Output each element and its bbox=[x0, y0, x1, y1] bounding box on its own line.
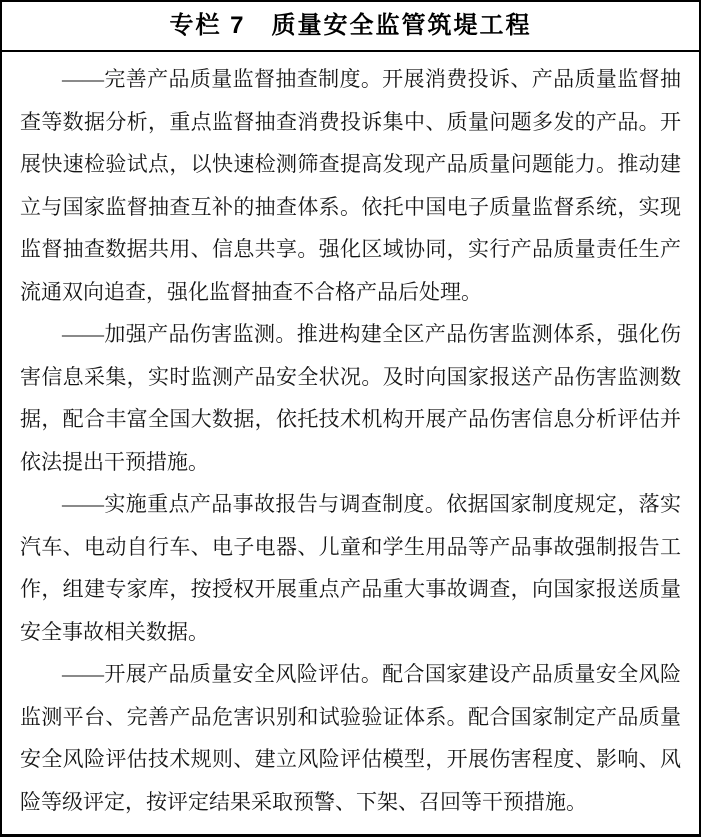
column-title: 专栏 7 质量安全监管筑堤工程 bbox=[2, 2, 699, 52]
column-body bbox=[2, 52, 699, 823]
column-paragraph: ——开展产品质量安全风险评估。配合国家建设产品质量安全风险监测平台、完善产品危害识别和试验验证体系。配合国家制定产品质量安全风险评估技术规则、建立风险评估模型，开展伤害程度、影响、风险等级评定，按评定结果采取预警、下架、召回等干预措施。 bbox=[20, 662, 681, 814]
column-paragraph: ——完善产品质量监督抽查制度。开展消费投诉、产品质量监督抽查等数据分析，重点监督抽查消费投诉集中、质量问题多发的产品。开展快速检验试点，以快速检测筛查提高发现产品质量问题能力。推动建立与国家监督抽查互补的抽查体系。依托中国电子质量监督系统，实现监督抽查数据共用、信息共享。强化区域协同，实行产品质量责任生产流通双向追查，强化监督抽查不合格产品后处理。 bbox=[20, 67, 681, 304]
column-paragraph: ——实施重点产品事故报告与调查制度。依据国家制度规定，落实汽车、电动自行车、电子电器、儿童和学生用品等产品事故强制报告工作，组建专家库，按授权开展重点产品重大事故调查，向国家报送质量安全事故相关数据。 bbox=[20, 492, 681, 644]
column-paragraph: ——加强产品伤害监测。推进构建全区产品伤害监测体系，强化伤害信息采集，实时监测产品安全状况。及时向国家报送产品伤害监测数据，配合丰富全国大数据，依托技术机构开展产品伤害信息分析评估并依法提出干预措施。 bbox=[20, 322, 681, 474]
